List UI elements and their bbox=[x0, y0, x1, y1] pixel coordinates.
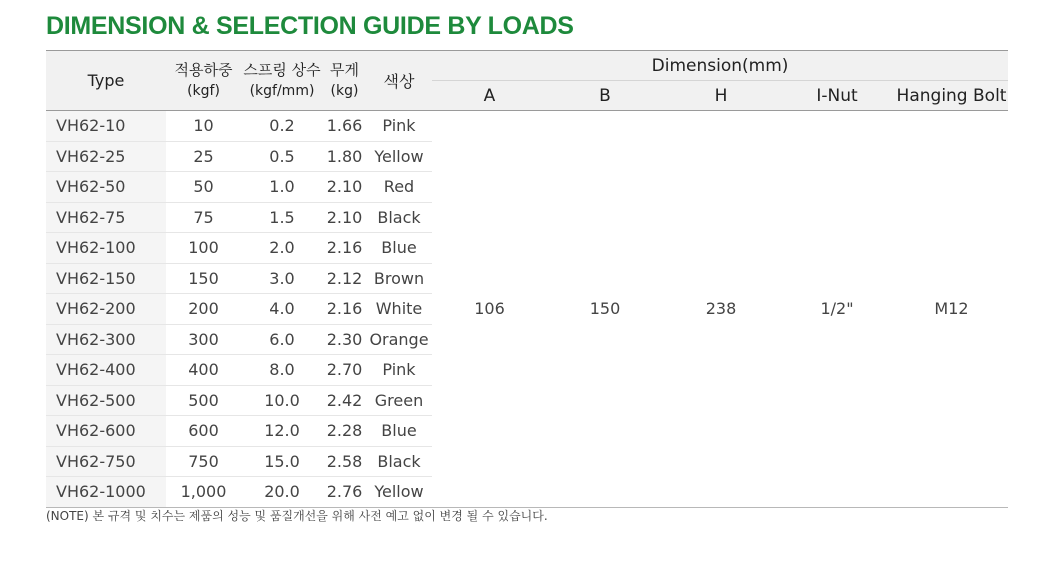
cell-weight: 2.76 bbox=[323, 477, 366, 508]
cell-color: Blue bbox=[366, 416, 432, 447]
header-spring-unit: (kgf/mm) bbox=[249, 82, 315, 99]
header-load bbox=[166, 51, 241, 111]
cell-color: Yellow bbox=[366, 477, 432, 508]
header-dim-bolt: Hanging Bolt bbox=[895, 81, 1008, 111]
cell-color: Blue bbox=[366, 233, 432, 264]
cell-weight: 2.12 bbox=[323, 263, 366, 294]
cell-color: Brown bbox=[366, 263, 432, 294]
cell-spring: 6.0 bbox=[241, 324, 323, 355]
header-color: 색상 bbox=[366, 51, 432, 111]
cell-weight: 2.58 bbox=[323, 446, 366, 477]
dimension-table bbox=[46, 50, 1008, 508]
header-spring-label: 스프링 상수 bbox=[243, 60, 321, 79]
header-dim-a: A bbox=[432, 81, 547, 111]
header-weight-unit: (kg) bbox=[330, 82, 359, 99]
table-row bbox=[46, 111, 1008, 142]
header-dimension: Dimension(mm) bbox=[432, 51, 1008, 81]
cell-spring: 20.0 bbox=[241, 477, 323, 508]
header-dim-h: H bbox=[663, 81, 779, 111]
header-dim-b: B bbox=[547, 81, 663, 111]
cell-weight: 2.16 bbox=[323, 233, 366, 264]
cell-weight: 2.28 bbox=[323, 416, 366, 447]
cell-dim-inut: 1/2" bbox=[779, 111, 895, 508]
header-weight bbox=[323, 51, 366, 111]
header-dim-inut: I-Nut bbox=[779, 81, 895, 111]
cell-dim-a: 106 bbox=[432, 111, 547, 508]
cell-load: 500 bbox=[166, 385, 241, 416]
cell-spring: 0.5 bbox=[241, 141, 323, 172]
cell-type: VH62-10 bbox=[46, 111, 166, 142]
cell-spring: 12.0 bbox=[241, 416, 323, 447]
cell-load: 300 bbox=[166, 324, 241, 355]
cell-type: VH62-600 bbox=[46, 416, 166, 447]
cell-load: 1,000 bbox=[166, 477, 241, 508]
header-load-label: 적용하중 bbox=[174, 60, 233, 79]
cell-load: 10 bbox=[166, 111, 241, 142]
cell-type: VH62-150 bbox=[46, 263, 166, 294]
cell-weight: 2.70 bbox=[323, 355, 366, 386]
footnote: (NOTE) 본 규격 및 치수는 제품의 성능 및 품질개선을 위해 사전 예고 없이 변경 될 수 있습니다. bbox=[46, 509, 548, 523]
cell-load: 100 bbox=[166, 233, 241, 264]
cell-dim-bolt: M12 bbox=[895, 111, 1008, 508]
cell-type: VH62-500 bbox=[46, 385, 166, 416]
cell-type: VH62-25 bbox=[46, 141, 166, 172]
cell-type: VH62-200 bbox=[46, 294, 166, 325]
cell-spring: 4.0 bbox=[241, 294, 323, 325]
cell-color: Black bbox=[366, 446, 432, 477]
cell-weight: 2.16 bbox=[323, 294, 366, 325]
page-title: DIMENSION & SELECTION GUIDE BY LOADS bbox=[46, 12, 574, 40]
cell-type: VH62-50 bbox=[46, 172, 166, 203]
cell-load: 50 bbox=[166, 172, 241, 203]
cell-type: VH62-75 bbox=[46, 202, 166, 233]
cell-color: Yellow bbox=[366, 141, 432, 172]
cell-load: 200 bbox=[166, 294, 241, 325]
cell-color: Black bbox=[366, 202, 432, 233]
cell-load: 75 bbox=[166, 202, 241, 233]
cell-weight: 1.66 bbox=[323, 111, 366, 142]
cell-spring: 8.0 bbox=[241, 355, 323, 386]
header-type: Type bbox=[46, 51, 166, 111]
cell-color: Red bbox=[366, 172, 432, 203]
cell-color: White bbox=[366, 294, 432, 325]
cell-load: 150 bbox=[166, 263, 241, 294]
cell-weight: 2.10 bbox=[323, 172, 366, 203]
cell-load: 750 bbox=[166, 446, 241, 477]
cell-spring: 3.0 bbox=[241, 263, 323, 294]
cell-weight: 2.10 bbox=[323, 202, 366, 233]
cell-type: VH62-1000 bbox=[46, 477, 166, 508]
cell-spring: 10.0 bbox=[241, 385, 323, 416]
cell-dim-b: 150 bbox=[547, 111, 663, 508]
cell-type: VH62-750 bbox=[46, 446, 166, 477]
cell-color: Pink bbox=[366, 355, 432, 386]
cell-spring: 15.0 bbox=[241, 446, 323, 477]
cell-color: Orange bbox=[366, 324, 432, 355]
cell-spring: 0.2 bbox=[241, 111, 323, 142]
cell-weight: 2.42 bbox=[323, 385, 366, 416]
cell-spring: 2.0 bbox=[241, 233, 323, 264]
cell-load: 400 bbox=[166, 355, 241, 386]
cell-type: VH62-300 bbox=[46, 324, 166, 355]
header-spring bbox=[241, 51, 323, 111]
cell-color: Green bbox=[366, 385, 432, 416]
cell-load: 25 bbox=[166, 141, 241, 172]
cell-load: 600 bbox=[166, 416, 241, 447]
cell-spring: 1.5 bbox=[241, 202, 323, 233]
cell-color: Pink bbox=[366, 111, 432, 142]
cell-type: VH62-400 bbox=[46, 355, 166, 386]
header-weight-label: 무게 bbox=[330, 60, 359, 79]
cell-spring: 1.0 bbox=[241, 172, 323, 203]
cell-dim-h: 238 bbox=[663, 111, 779, 508]
cell-weight: 2.30 bbox=[323, 324, 366, 355]
cell-weight: 1.80 bbox=[323, 141, 366, 172]
cell-type: VH62-100 bbox=[46, 233, 166, 264]
header-load-unit: (kgf) bbox=[187, 82, 220, 99]
